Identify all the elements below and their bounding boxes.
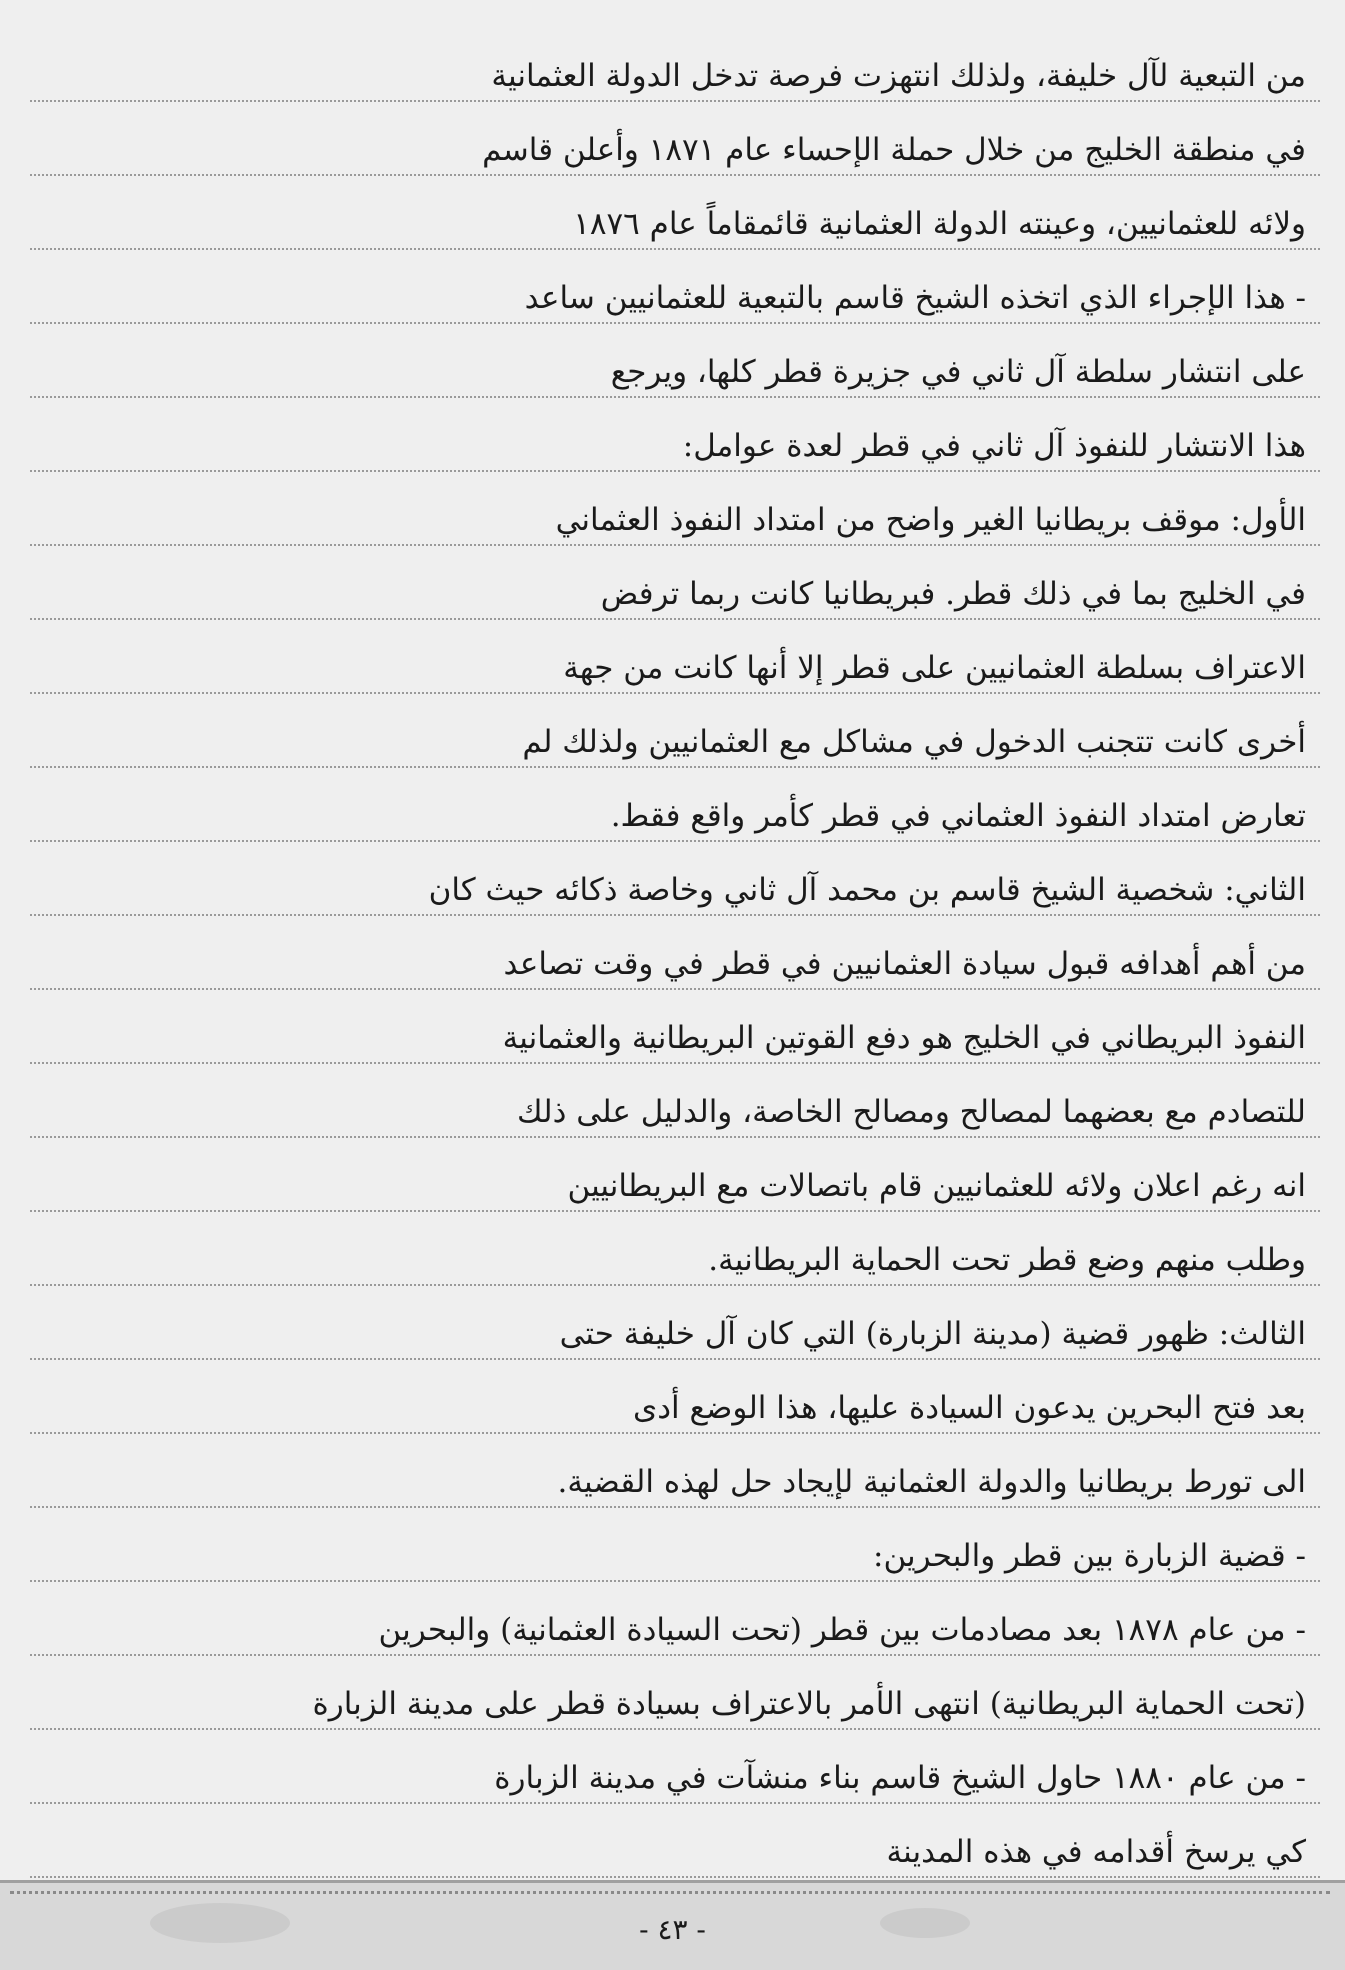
line-text: تعارض امتداد النفوذ العثماني في قطر كأمر واقع فقط. — [610, 798, 1306, 834]
text-line — [30, 1362, 1320, 1434]
text-line — [30, 1066, 1320, 1138]
line-text: النفوذ البريطاني في الخليج هو دفع القوتين البريطانية والعثمانية — [502, 1020, 1306, 1056]
text-line — [30, 104, 1320, 176]
handwritten-text-area — [30, 30, 1320, 1890]
text-line — [30, 400, 1320, 472]
text-line — [30, 696, 1320, 768]
line-text: - من عام ١٨٨٠ حاول الشيخ قاسم بناء منشآت في مدينة الزبارة — [494, 1760, 1306, 1796]
text-line — [30, 30, 1320, 102]
page-number: - ٤٣ - — [639, 1913, 706, 1946]
text-line — [30, 918, 1320, 990]
line-text: الثالث: ظهور قضية (مدينة الزبارة) التي كان آل خليفة حتى — [559, 1316, 1306, 1352]
text-line — [30, 1436, 1320, 1508]
line-text: - هذا الإجراء الذي اتخذه الشيخ قاسم بالتبعية للعثمانيين ساعد — [524, 280, 1306, 316]
text-line — [30, 326, 1320, 398]
text-line — [30, 474, 1320, 546]
text-line — [30, 1806, 1320, 1878]
text-line — [30, 1288, 1320, 1360]
line-text: في الخليج بما في ذلك قطر. فبريطانيا كانت ربما ترفض — [600, 576, 1306, 612]
line-text: ولائه للعثمانيين، وعينته الدولة العثمانية قائمقاماً عام ١٨٧٦ — [573, 206, 1306, 242]
line-text: على انتشار سلطة آل ثاني في جزيرة قطر كلها، ويرجع — [610, 354, 1306, 390]
text-line — [30, 770, 1320, 842]
text-line — [30, 1658, 1320, 1730]
line-text: الأول: موقف بريطانيا الغير واضح من امتداد النفوذ العثماني — [555, 502, 1306, 538]
line-text: - من عام ١٨٧٨ بعد مصادمات بين قطر (تحت السيادة العثمانية) والبحرين — [378, 1612, 1306, 1648]
line-text: للتصادم مع بعضهما لمصالح ومصالح الخاصة، والدليل على ذلك — [517, 1094, 1306, 1130]
text-line — [30, 548, 1320, 620]
line-text: من أهم أهدافه قبول سيادة العثمانيين في قطر في وقت تصاعد — [503, 946, 1306, 982]
line-text: الثاني: شخصية الشيخ قاسم بن محمد آل ثاني وخاصة ذكائه حيث كان — [428, 872, 1306, 908]
line-text: الى تورط بريطانيا والدولة العثمانية لإيجاد حل لهذه القضية. — [557, 1464, 1306, 1500]
text-line — [30, 1732, 1320, 1804]
text-line — [30, 1140, 1320, 1212]
line-text: بعد فتح البحرين يدعون السيادة عليها، هذا الوضع أدى — [632, 1390, 1306, 1426]
text-line — [30, 178, 1320, 250]
page-footer — [0, 1880, 1345, 1970]
footer-divider — [10, 1891, 1330, 1896]
line-text: انه رغم اعلان ولائه للعثمانيين قام باتصالات مع البريطانيين — [567, 1168, 1306, 1204]
line-text: وطلب منهم وضع قطر تحت الحماية البريطانية. — [708, 1242, 1306, 1278]
text-line — [30, 1214, 1320, 1286]
text-line — [30, 992, 1320, 1064]
text-line — [30, 1584, 1320, 1656]
line-text: كي يرسخ أقدامه في هذه المدينة — [886, 1834, 1306, 1870]
line-text: الاعتراف بسلطة العثمانيين على قطر إلا أنها كانت من جهة — [563, 650, 1306, 686]
line-text: أخرى كانت تتجنب الدخول في مشاكل مع العثمانيين ولذلك لم — [522, 724, 1306, 760]
line-text: - قضية الزبارة بين قطر والبحرين: — [873, 1538, 1306, 1574]
line-text: من التبعية لآل خليفة، ولذلك انتهزت فرصة تدخل الدولة العثمانية — [491, 58, 1306, 94]
line-text: في منطقة الخليج من خلال حملة الإحساء عام ١٨٧١ وأعلن قاسم — [482, 132, 1306, 168]
text-line — [30, 622, 1320, 694]
line-text: (تحت الحماية البريطانية) انتهى الأمر بالاعتراف بسيادة قطر على مدينة الزبارة — [312, 1686, 1306, 1722]
text-line — [30, 1510, 1320, 1582]
text-line — [30, 844, 1320, 916]
text-line — [30, 252, 1320, 324]
line-text: هذا الانتشار للنفوذ آل ثاني في قطر لعدة عوامل: — [682, 428, 1306, 464]
